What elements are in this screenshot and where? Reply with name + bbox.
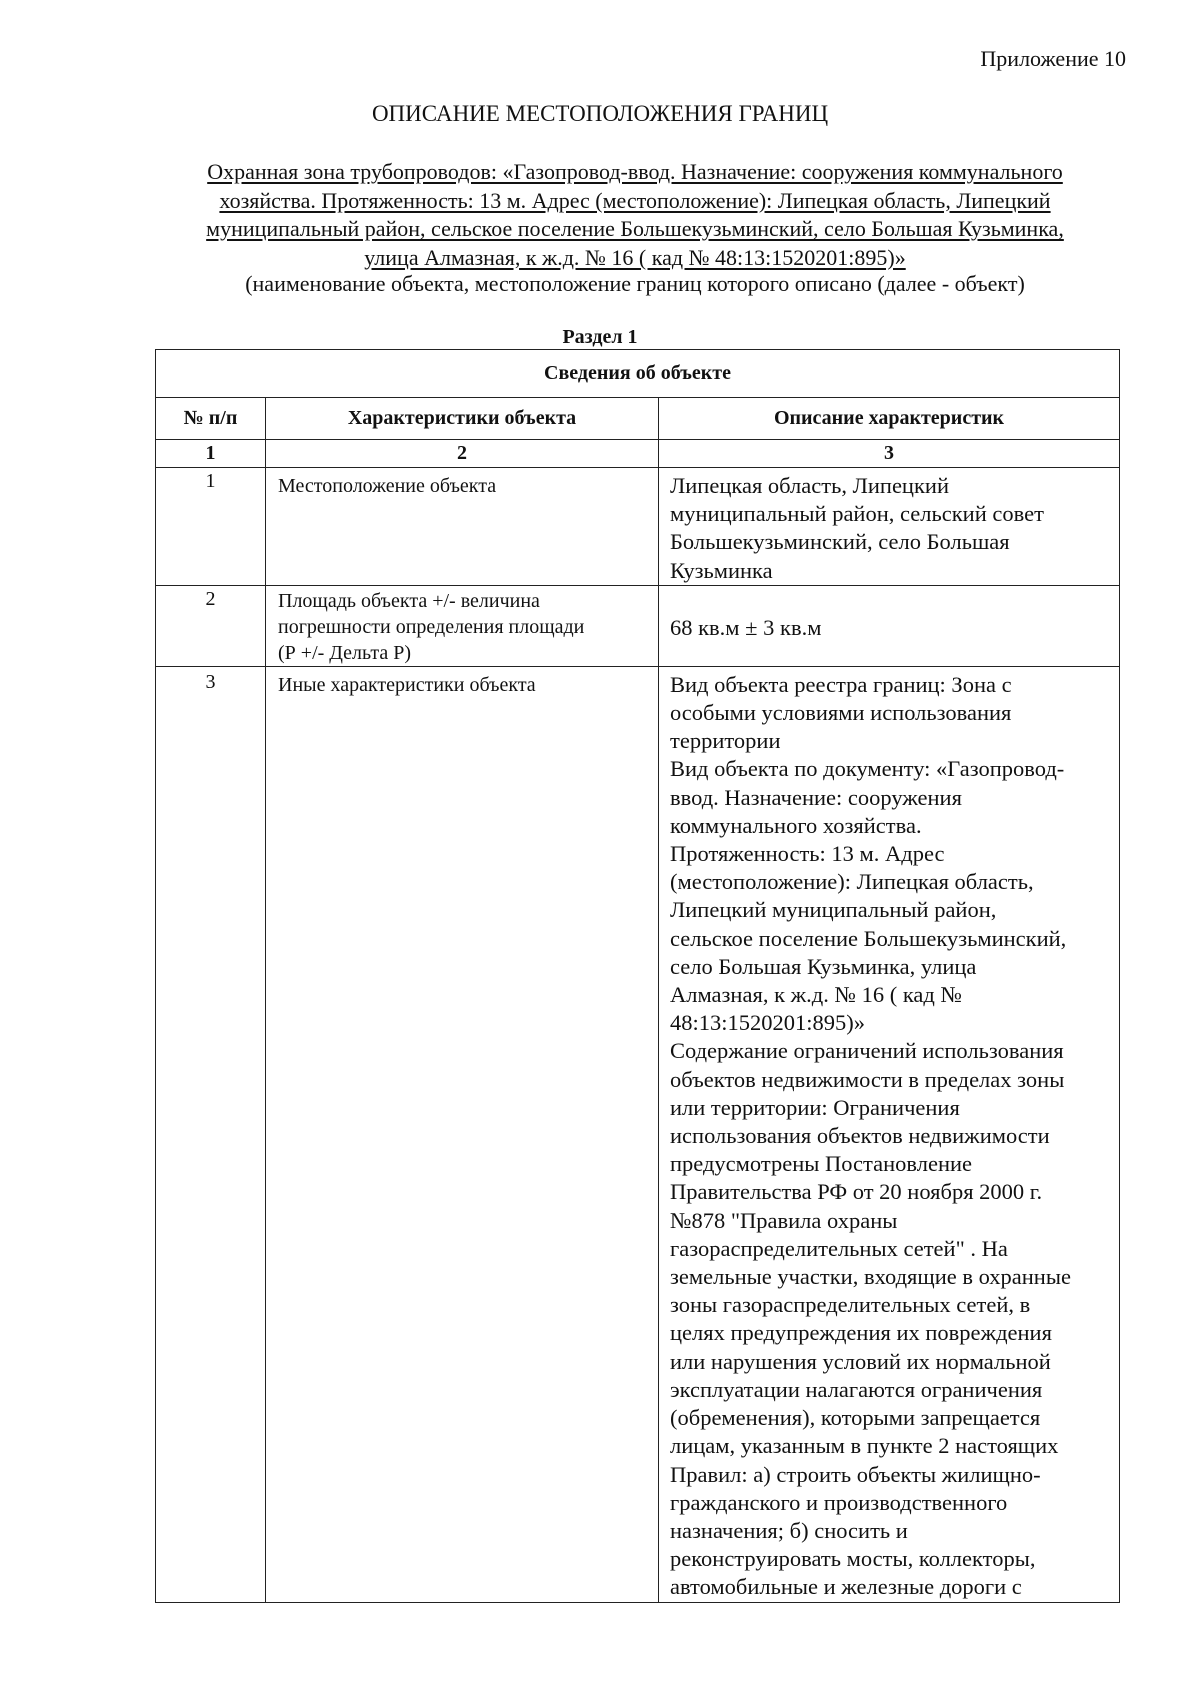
table-row	[156, 585, 1120, 666]
header-characteristic: Характеристики объекта	[266, 398, 659, 440]
text-line: сельское поселение Большекузьминский,	[670, 925, 1067, 951]
text-line: или территории: Ограничения	[670, 1094, 960, 1120]
row-number: 2	[156, 585, 266, 666]
text-line: (Р +/- Дельта Р)	[278, 641, 412, 664]
text-line: реконструировать мосты, коллекторы,	[670, 1546, 1036, 1572]
text-line: 68 кв.м ± 3 кв.м	[670, 614, 822, 640]
text-line: Протяженность: 13 м. Адрес	[670, 841, 945, 867]
row-number: 1	[156, 468, 266, 586]
row-description	[659, 468, 1120, 586]
text-line: Местоположение объекта	[278, 475, 497, 497]
column-number: 2	[266, 440, 659, 468]
text-line: назначения; б) сносить и	[670, 1517, 908, 1543]
text-line: село Большая Кузьминка, улица	[670, 953, 977, 979]
text-line: Большекузьминский, село Большая	[670, 529, 1010, 555]
object-name-line: улица Алмазная, к ж.д. № 16 ( кад № 48:13:1520201:895)»	[364, 244, 906, 270]
table-row	[156, 468, 1120, 586]
text-line: использования объектов недвижимости	[670, 1123, 1050, 1149]
text-line: земельные участки, входящие в охранные	[670, 1264, 1071, 1290]
text-line: газораспределительных сетей" . На	[670, 1235, 1008, 1261]
text-line: или нарушения условий их нормальной	[670, 1348, 1051, 1374]
text-line: особыми условиями использования	[670, 700, 1012, 726]
text-line: автомобильные и железные дороги с	[670, 1574, 1022, 1600]
text-line: погрешности определения площади	[278, 615, 585, 638]
row-description	[659, 585, 1120, 666]
text-line: зоны газораспределительных сетей, в	[670, 1292, 1031, 1318]
text-line: Правил: а) строить объекты жилищно-	[670, 1461, 1041, 1487]
text-line: Вид объекта по документу: «Газопровод-	[670, 756, 1065, 782]
text-line: Алмазная, к ж.д. № 16 ( кад №	[670, 982, 962, 1008]
section-title: Раздел 1	[562, 326, 638, 348]
text-line: (местоположение): Липецкая область,	[670, 869, 1034, 895]
row-characteristic	[266, 666, 659, 1602]
object-name-line: муниципальный район, сельское поселение Большекузьминский, село Большая Кузьминка,	[206, 216, 1064, 241]
text-line: Иные характеристики объекта	[278, 673, 536, 696]
text-line: Липецкий муниципальный район,	[670, 897, 997, 923]
object-name	[140, 158, 1130, 272]
text-line: целях предупреждения их повреждения	[670, 1320, 1052, 1346]
header-description: Описание характеристик	[659, 398, 1120, 440]
object-caption: (наименование объекта, местоположение границ которого описано (далее - объект)	[245, 271, 1025, 296]
text-line: Вид объекта реестра границ: Зона с	[670, 671, 1012, 697]
table-caption: Сведения об объекте	[156, 350, 1120, 398]
text-line: территории	[670, 728, 781, 754]
text-line: предусмотрены Постановление	[670, 1151, 973, 1177]
text-line: Правительства РФ от 20 ноября 2000 г.	[670, 1179, 1043, 1205]
text-line: Липецкая область, Липецкий	[670, 473, 949, 498]
text-line: ввод. Назначение: сооружения	[670, 784, 962, 810]
object-name-line: хозяйства. Протяженность: 13 м. Адрес (местоположение): Липецкая область, Липецкий	[219, 187, 1051, 213]
text-line: лицам, указанным в пункте 2 настоящих	[670, 1433, 1059, 1459]
text-line: объектов недвижимости в пределах зоны	[670, 1066, 1065, 1092]
column-number: 1	[156, 440, 266, 468]
text-line: гражданского и производственного	[670, 1489, 1008, 1515]
text-line: (обременения), которыми запрещается	[670, 1405, 1041, 1431]
row-characteristic	[266, 468, 659, 586]
text-line: №878 "Правила охраны	[670, 1207, 898, 1233]
text-line: Площадь объекта +/- величина	[278, 589, 540, 612]
appendix-label: Приложение 10	[980, 46, 1126, 71]
text-line: Кузьминка	[670, 557, 773, 583]
text-line: муниципальный район, сельский совет	[670, 501, 1044, 527]
header-number: № п/п	[156, 398, 266, 440]
object-name-line: Охранная зона трубопроводов: «Газопровод-ввод. Назначение: сооружения коммунального	[207, 159, 1063, 184]
text-line: эксплуатации налагаются ограничения	[670, 1376, 1043, 1402]
row-characteristic	[266, 585, 659, 666]
text-line: 48:13:1520201:895)»	[670, 1010, 865, 1036]
column-number: 3	[659, 440, 1120, 468]
row-description	[659, 666, 1120, 1602]
row-number: 3	[156, 666, 266, 1602]
text-line: коммунального хозяйства.	[670, 812, 922, 838]
text-line: Содержание ограничений использования	[670, 1038, 1064, 1064]
document-title: ОПИСАНИЕ МЕСТОПОЛОЖЕНИЯ ГРАНИЦ	[371, 101, 829, 126]
table-row	[156, 666, 1120, 1602]
object-info-table	[155, 349, 1120, 1603]
